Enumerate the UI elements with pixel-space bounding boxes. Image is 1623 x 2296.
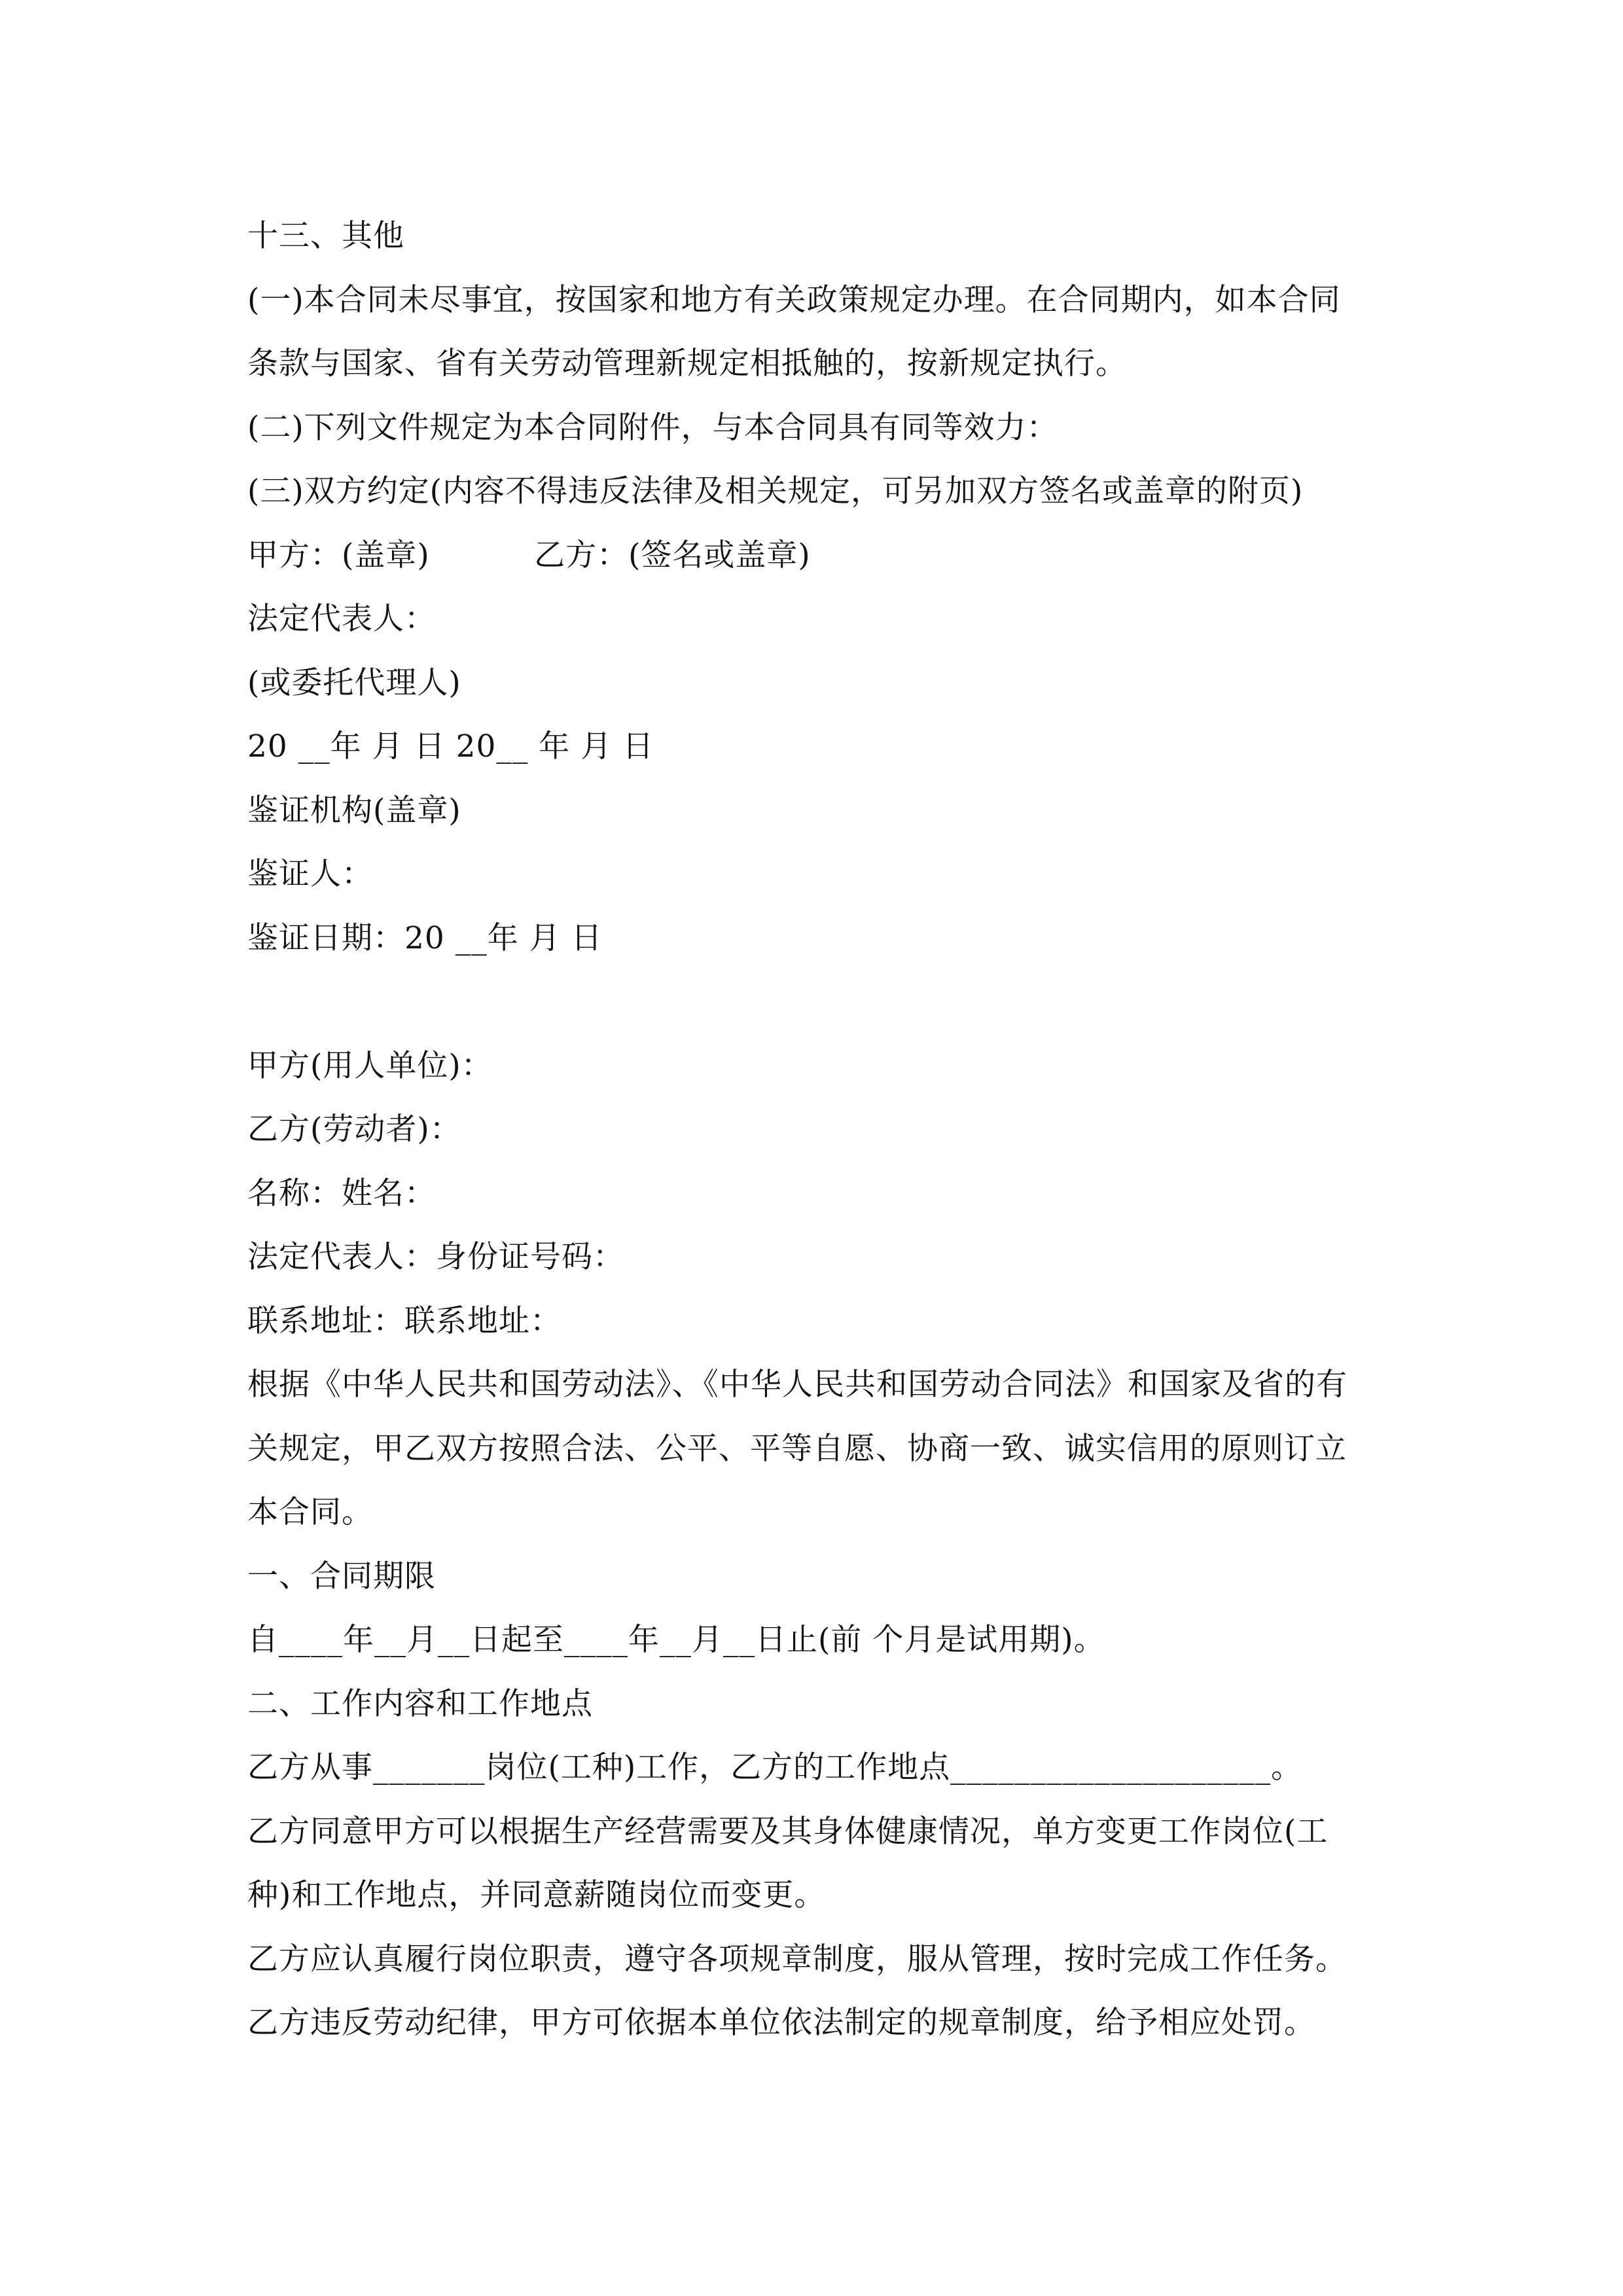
clause-1-line-1: (一)本合同未尽事宜，按国家和地方有关政策规定办理。在合同期内，如本合同 [247,281,1341,318]
name-fields: 名称：姓名： [247,1175,436,1211]
clause-2: (二)下列文件规定为本合同附件，与本合同具有同等效力： [247,409,1058,446]
section-heading-others: 十三、其他 [247,218,404,254]
clause-3: (三)双方约定(内容不得违反法律及相关规定，可另加双方签名或盖章的附页) [247,473,1304,509]
party-b-employee: 乙方(劳动者)： [247,1111,461,1147]
verification-date: 鉴证日期：20 __年 月 日 [247,920,603,956]
duties-clause: 乙方应认真履行岗位职责，遵守各项规章制度，服从管理，按时完成工作任务。 [247,1941,1347,1977]
job-change-clause-line-2: 种)和工作地点，并同意薪随岗位而变更。 [247,1877,826,1913]
signature-dates: 20 __年 月 日 20__ 年 月 日 [247,728,654,764]
document-body [247,204,1399,2055]
job-change-clause-line-1: 乙方同意甲方可以根据生产经营需要及其身体健康情况，单方变更工作岗位(工 [247,1813,1329,1850]
section-heading-job-content: 二、工作内容和工作地点 [247,1685,593,1722]
representative-id-fields: 法定代表人：身份证号码： [247,1239,624,1275]
preamble-line-2: 关规定，甲乙双方按照合法、公平、平等自愿、协商一致、诚实信用的原则订立 [247,1430,1347,1467]
preamble-line-1: 根据《中华人民共和国劳动法》、《中华人民共和国劳动合同法》和国家及省的有 [247,1367,1347,1403]
signature-parties: 甲方：(盖章) 乙方：(签名或盖章) [247,537,811,573]
party-a-employer: 甲方(用人单位)： [247,1047,493,1084]
clause-1-line-2: 条款与国家、省有关劳动管理新规定相抵触的，按新规定执行。 [247,346,1127,382]
contract-term-clause: 自____年__月__日起至____年__月__日止(前 个月是试用期)。 [247,1622,1105,1658]
discipline-clause: 乙方违反劳动纪律，甲方可依据本单位依法制定的规章制度，给予相应处罚。 [247,2005,1315,2041]
section-heading-contract-term: 一、合同期限 [247,1558,436,1594]
authorized-agent: (或委托代理人) [247,664,461,701]
address-fields: 联系地址：联系地址： [247,1302,562,1339]
legal-representative: 法定代表人： [247,601,436,637]
preamble-line-3: 本合同。 [247,1494,373,1530]
verification-agency: 鉴证机构(盖章) [247,792,461,829]
job-position-clause: 乙方从事_______岗位(工种)工作，乙方的工作地点____________________。 [247,1749,1303,1785]
verifier: 鉴证人： [247,856,373,892]
paragraph-gap [247,970,1399,1034]
